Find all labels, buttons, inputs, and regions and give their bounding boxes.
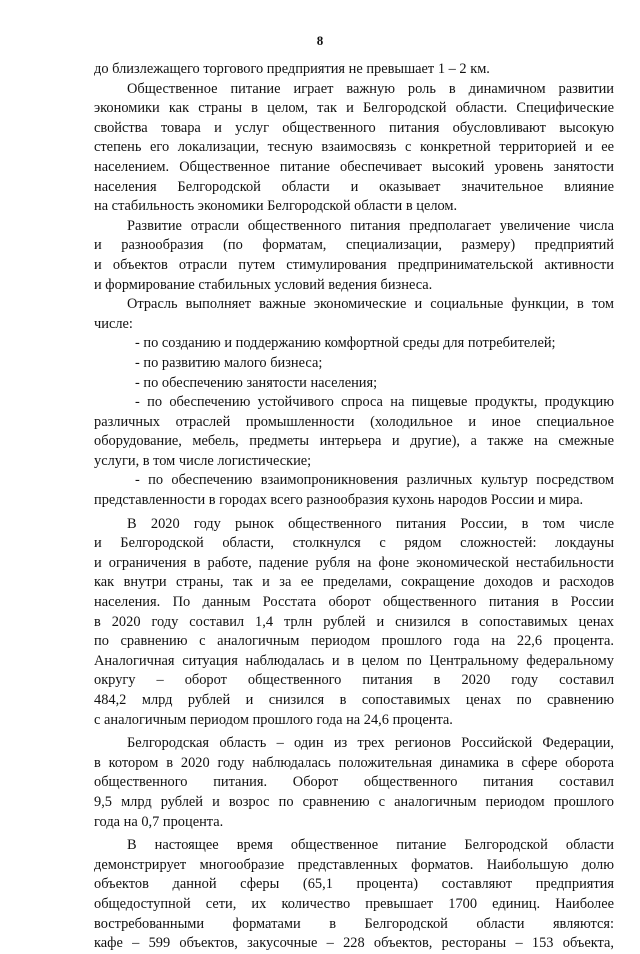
paragraph <box>94 217 614 295</box>
paragraph <box>94 60 614 80</box>
paragraph <box>94 354 614 374</box>
text-line: года на 0,7 процента. <box>94 813 224 830</box>
text-line: 484,2 млрд рублей и снизился в сопоставимых ценах по сравнению <box>94 692 614 708</box>
text-line: - по обеспечению занятости населения; <box>135 374 378 391</box>
text-line: общественного питания. Оборот общественного питания составил <box>94 774 614 791</box>
text-line: степень его локализации, тесную взаимосвязь с конкретной территорией и ее <box>94 139 614 156</box>
text-line: общедоступной сети, их количество превышает 1700 единиц. Наиболее <box>94 895 614 912</box>
text-line: - по созданию и поддержанию комфортной среды для потребителей; <box>135 335 556 352</box>
text-line: населения. По данным Росстата оборот общественного питания в России <box>94 594 614 611</box>
text-line: услуги, в том числе логистические; <box>94 452 312 469</box>
text-line: числе: <box>94 315 133 332</box>
text-line: округу – оборот общественного питания в 2020 году составил <box>94 672 614 689</box>
paragraph <box>94 295 614 334</box>
text-line: В 2020 году рынок общественного питания России, в том числе <box>127 515 614 532</box>
text-line: до близлежащего торгового предприятия не превышает 1 – 2 км. <box>94 61 490 77</box>
document-body <box>94 60 614 954</box>
text-line: - по развитию малого бизнеса; <box>135 354 323 371</box>
text-line: Аналогичная ситуация наблюдалась и в целом по Центральному федеральному <box>94 652 614 669</box>
text-line: кафе – 599 объектов, закусочные – 228 объектов, рестораны – 153 объекта, <box>94 935 614 952</box>
text-line: Развитие отрасли общественного питания предполагает увеличение числа <box>127 217 614 234</box>
text-line: демонстрирует многообразие представленных форматов. Наибольшую долю <box>94 856 614 873</box>
text-line: Отрасль выполняет важные экономические и социальные функции, в том <box>127 296 614 313</box>
text-line: Общественное питание играет важную роль в динамичном развитии <box>127 80 614 97</box>
paragraph <box>94 334 614 354</box>
text-line: с аналогичным периодом прошлого года на 24,6 процента. <box>94 711 453 728</box>
text-line: объектов данной сферы (65,1 процента) составляют предприятия <box>94 876 614 893</box>
text-line: 9,5 млрд рублей и возрос по сравнению с аналогичным периодом прошлого <box>94 793 614 810</box>
text-line: в 2020 году составил 1,4 трлн рублей и снизился в сопоставимых ценах <box>94 613 614 630</box>
text-line: экономики как страны в целом, так и Белгородской области. Специфические <box>94 100 614 117</box>
text-line: населения Белгородской области и оказывает значительное влияние <box>94 178 614 195</box>
text-line: на стабильность экономики Белгородской области в целом. <box>94 198 458 215</box>
text-line: в котором в 2020 году наблюдалась положительная динамика в сфере оборота <box>94 754 614 771</box>
text-line: востребованными форматами в Белгородской области являются: <box>94 915 614 932</box>
paragraph <box>94 836 614 954</box>
text-line: различных отраслей промышленности (холодильное и иное специальное <box>94 413 614 430</box>
text-line: и объектов отрасли путем стимулирования предпринимательской активности <box>94 256 614 273</box>
paragraph <box>94 471 614 510</box>
page-number: 8 <box>316 33 324 48</box>
paragraph <box>94 734 614 832</box>
text-line: населением. Общественное питание обеспечивает высокий уровень занятости <box>94 158 614 175</box>
text-line: и ограничения в работе, падение рубля на фоне экономической нестабильности <box>94 554 614 571</box>
paragraph <box>94 80 614 217</box>
text-line: Белгородская область – один из трех регионов Российской Федерации, <box>127 735 614 752</box>
text-line: В настоящее время общественное питание Белгородской области <box>127 837 614 854</box>
paragraph <box>94 374 614 394</box>
text-line: оборудование, мебель, предметы интерьера и другие), а также на смежные <box>94 433 614 450</box>
text-line: и формирование стабильных условий ведения бизнеса. <box>94 276 433 293</box>
text-line: как внутри страны, так и за ее пределами, сокращение доходов и расходов <box>94 574 614 591</box>
text-line: - по обеспечению взаимопроникновения различных культур посредством <box>135 472 614 489</box>
text-line: свойства товара и услуг общественного питания обусловливают высокую <box>94 119 614 136</box>
text-line: по сравнению с аналогичным периодом прошлого года на 22,6 процента. <box>94 633 614 650</box>
paragraph <box>94 515 614 731</box>
paragraph <box>94 393 614 471</box>
text-line: - по обеспечению устойчивого спроса на пищевые продукты, продукцию <box>135 394 614 411</box>
text-line: и разнообразия (по форматам, специализации, размеру) предприятий <box>94 237 614 254</box>
text-line: и Белгородской области, столкнулся с рядом сложностей: локдауны <box>94 535 614 552</box>
text-line: представленности в городах всего разнообразия кухонь народов России и мира. <box>94 492 584 509</box>
